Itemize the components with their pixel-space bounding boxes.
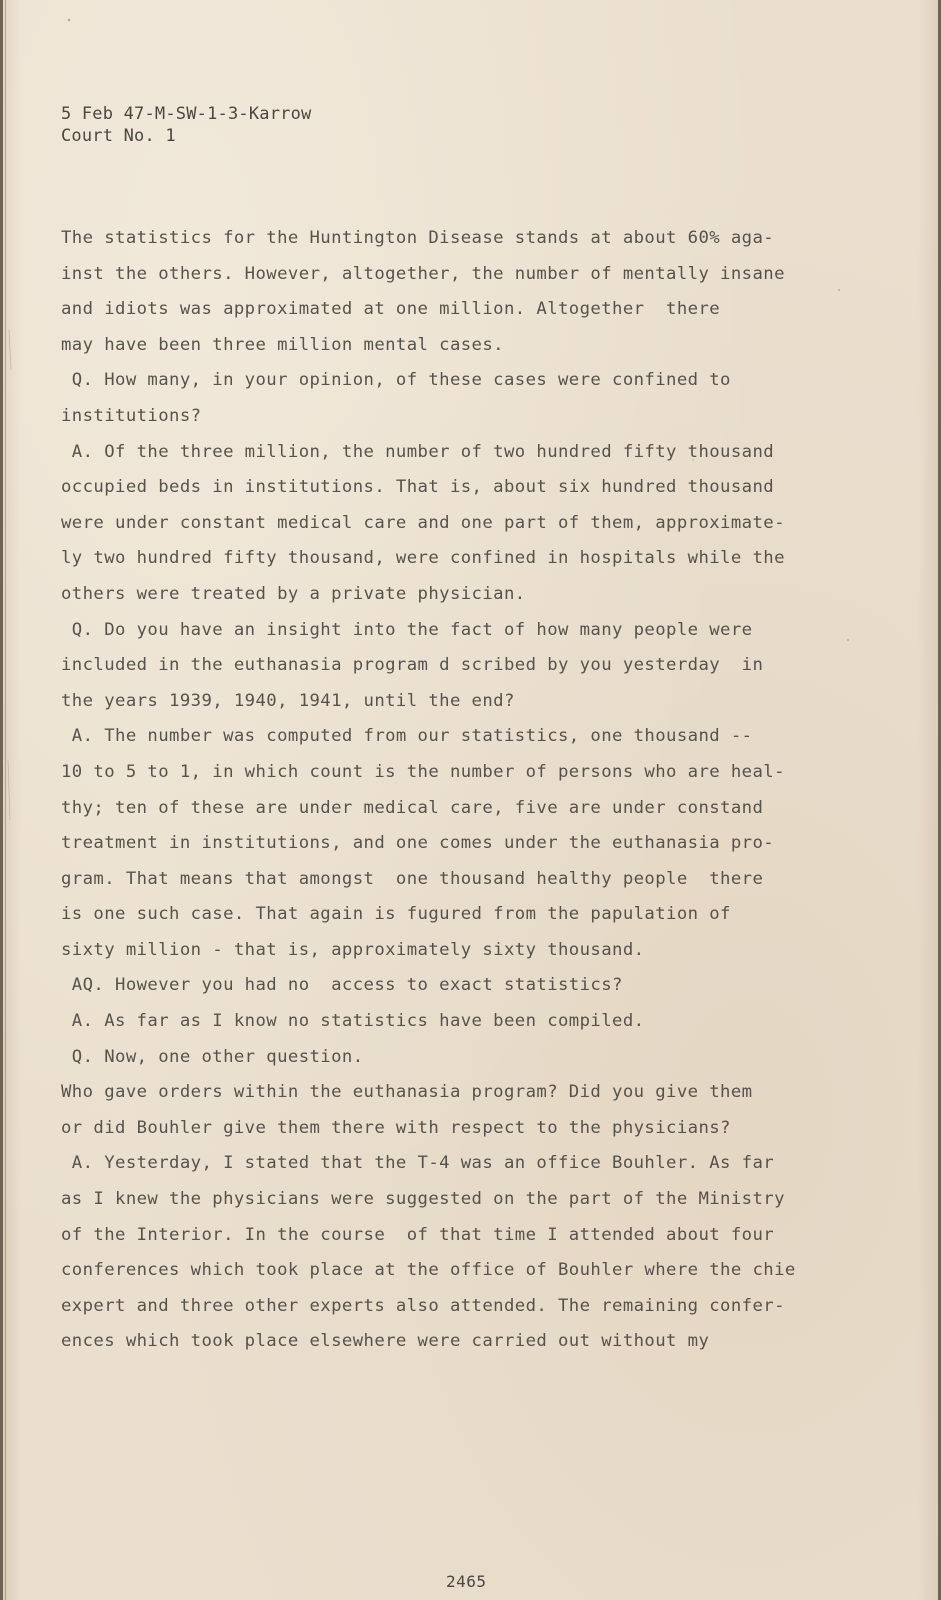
header-court-line: Court No. 1 — [61, 126, 176, 146]
text-line: others were treated by a private physician. — [61, 583, 526, 604]
text-line: institutions? — [61, 405, 202, 426]
text-line: A. Of the three million, the number of two hundred fifty thousand — [61, 441, 775, 462]
text-line: conferences which took place at the office of Bouhler where the chie — [61, 1260, 796, 1281]
document-header — [61, 103, 311, 147]
text-line: AQ. However you had no access to exact statistics? — [61, 975, 623, 996]
text-line: occupied beds in institutions. That is, about six hundred thousand — [61, 477, 775, 498]
text-line: A. Yesterday, I stated that the T-4 was an office Bouhler. As far — [61, 1153, 775, 1174]
text-line: A. As far as I know no statistics have been compiled. — [61, 1011, 645, 1032]
text-line: The statistics for the Huntington Disease stands at about 60% aga- — [61, 228, 775, 248]
text-line: and idiots was approximated at one million. Altogether there — [61, 299, 721, 320]
text-line: expert and three other experts also attended. The remaining confer- — [61, 1295, 785, 1316]
text-line: ences which took place elsewhere were carried out without my — [61, 1331, 710, 1352]
text-line: ly two hundred fifty thousand, were confined in hospitals while the — [61, 548, 785, 569]
transcript-body — [61, 221, 901, 1360]
text-line: is one such case. That again is fugured from the papulation of — [61, 904, 731, 925]
text-line: treatment in institutions, and one comes under the euthanasia pro- — [61, 833, 775, 854]
text-line: 10 to 5 to 1, in which count is the number of persons who are heal- — [61, 761, 785, 782]
text-line: Q. Do you have an insight into the fact of how many people were — [61, 619, 753, 640]
text-line: may have been three million mental cases. — [61, 334, 504, 355]
text-line: or did Bouhler give them there with respect to the physicians? — [61, 1117, 731, 1138]
page-edge-shadow — [5, 0, 6, 1600]
text-line: A. The number was computed from our statistics, one thousand -- — [61, 726, 753, 747]
text-line: of the Interior. In the course of that time I attended about four — [61, 1224, 775, 1245]
text-line: were under constant medical care and one part of them, approximate- — [61, 512, 785, 533]
text-line: Who gave orders within the euthanasia program? Did you give them — [61, 1082, 753, 1103]
text-line: Q. Now, one other question. — [61, 1046, 364, 1067]
text-line: included in the euthanasia program d scribed by you yesterday in — [61, 655, 764, 676]
page-number: 2465 — [446, 1572, 487, 1591]
text-line: inst the others. However, altogether, the number of mentally insane — [61, 263, 785, 284]
text-line: as I knew the physicians were suggested on the part of the Ministry — [61, 1189, 785, 1210]
text-line: Q. How many, in your opinion, of these cases were confined to — [61, 370, 731, 391]
text-line: gram. That means that amongst one thousand healthy people there — [61, 868, 764, 889]
text-line: thy; ten of these are under medical care, five are under constand — [61, 797, 764, 818]
text-line: the years 1939, 1940, 1941, until the end? — [61, 690, 515, 711]
document-page — [3, 0, 938, 1600]
header-session-line: 5 Feb 47-M-SW-1-3-Karrow — [61, 104, 312, 124]
text-line: sixty million - that is, approximately sixty thousand. — [61, 939, 645, 960]
